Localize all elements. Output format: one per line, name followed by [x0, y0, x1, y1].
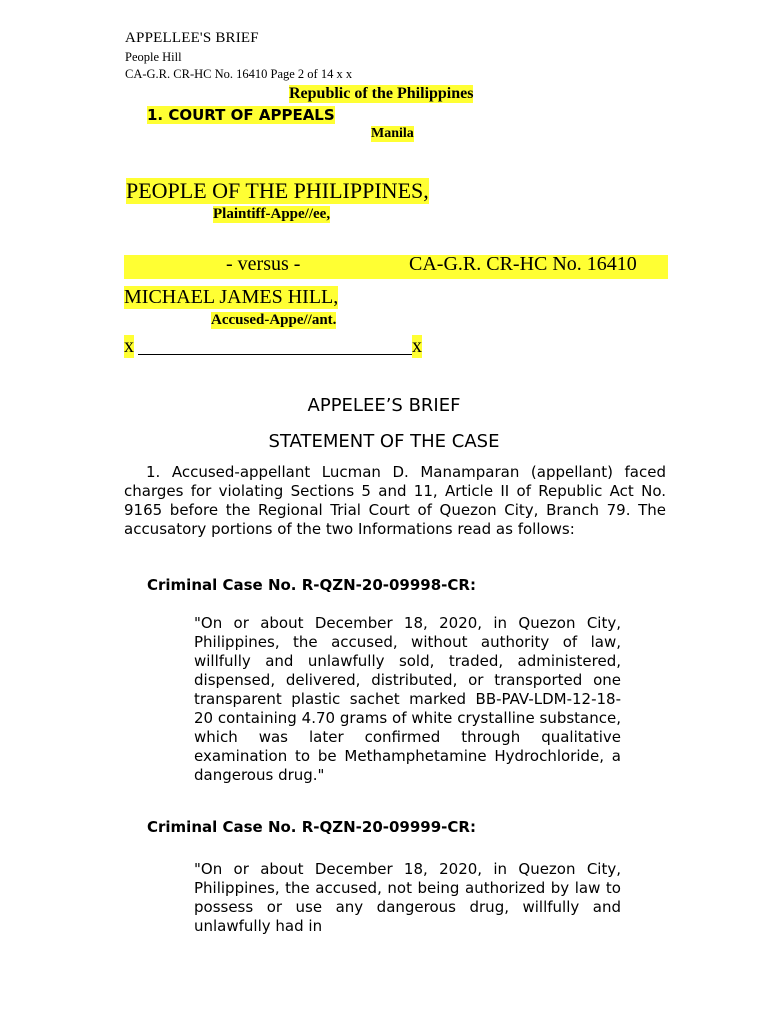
republic-heading: Republic of the Philippines	[289, 85, 474, 102]
case-2-information: "On or about December 18, 2020, in Quezon City, Philippines, the accused, not being authorized by law to possess or use any dangerous drug, willfully and unlawfully had in	[194, 860, 621, 935]
running-header-title: APPELLEE'S BRIEF	[125, 30, 259, 46]
plaintiff-role: Plaintiff-Appe//ee,	[213, 206, 331, 222]
brief-title: APPELEE’S BRIEF	[307, 395, 461, 416]
caption-divider	[138, 354, 413, 355]
case-number: CA-G.R. CR-HC No. 16410	[409, 253, 637, 275]
statement-heading: STATEMENT OF THE CASE	[268, 431, 500, 452]
caption-x-left: x	[124, 335, 134, 357]
city-heading: Manila	[371, 126, 414, 141]
paragraph-1: 1. Accused-appellant Lucman D. Manamparan (appellant) faced charges for violating Sections 5 and 11, Article II of Republic Act No. 9165 before the Regional Trial Court of Quezon City, Branch 79. The accusatory portions of the two Informations read as follows:	[124, 463, 666, 538]
case-1-information: "On or about December 18, 2020, in Quezon City, Philippines, the accused, without authority of law, willfully and unlawfully sold, traded, administered, dispensed, delivered, distributed, or transported one transparent plastic sachet marked BB-PAV-LDM-12-18-20 containing 4.70 grams of white crystalline substance, which was later confirmed through qualitative examination to be Methamphetamine Hydrochloride, a dangerous drug."	[194, 614, 621, 784]
running-header-case-name: People Hill	[125, 50, 182, 64]
accused-role: Accused-Appe//ant.	[211, 312, 337, 328]
plaintiff-name: PEOPLE OF THE PHILIPPINES,	[126, 178, 429, 203]
accused-name: MICHAEL JAMES HILL,	[124, 286, 339, 308]
case-2-heading: Criminal Case No. R-QZN-20-09999-CR:	[147, 818, 476, 836]
case-1-heading: Criminal Case No. R-QZN-20-09998-CR:	[147, 576, 476, 594]
caption-x-right: x	[412, 335, 422, 357]
court-heading: 1. COURT OF APPEALS	[147, 106, 335, 124]
running-header-page-line: CA-G.R. CR-HC No. 16410 Page 2 of 14 x x	[125, 67, 353, 81]
versus-label: - versus -	[226, 253, 301, 275]
